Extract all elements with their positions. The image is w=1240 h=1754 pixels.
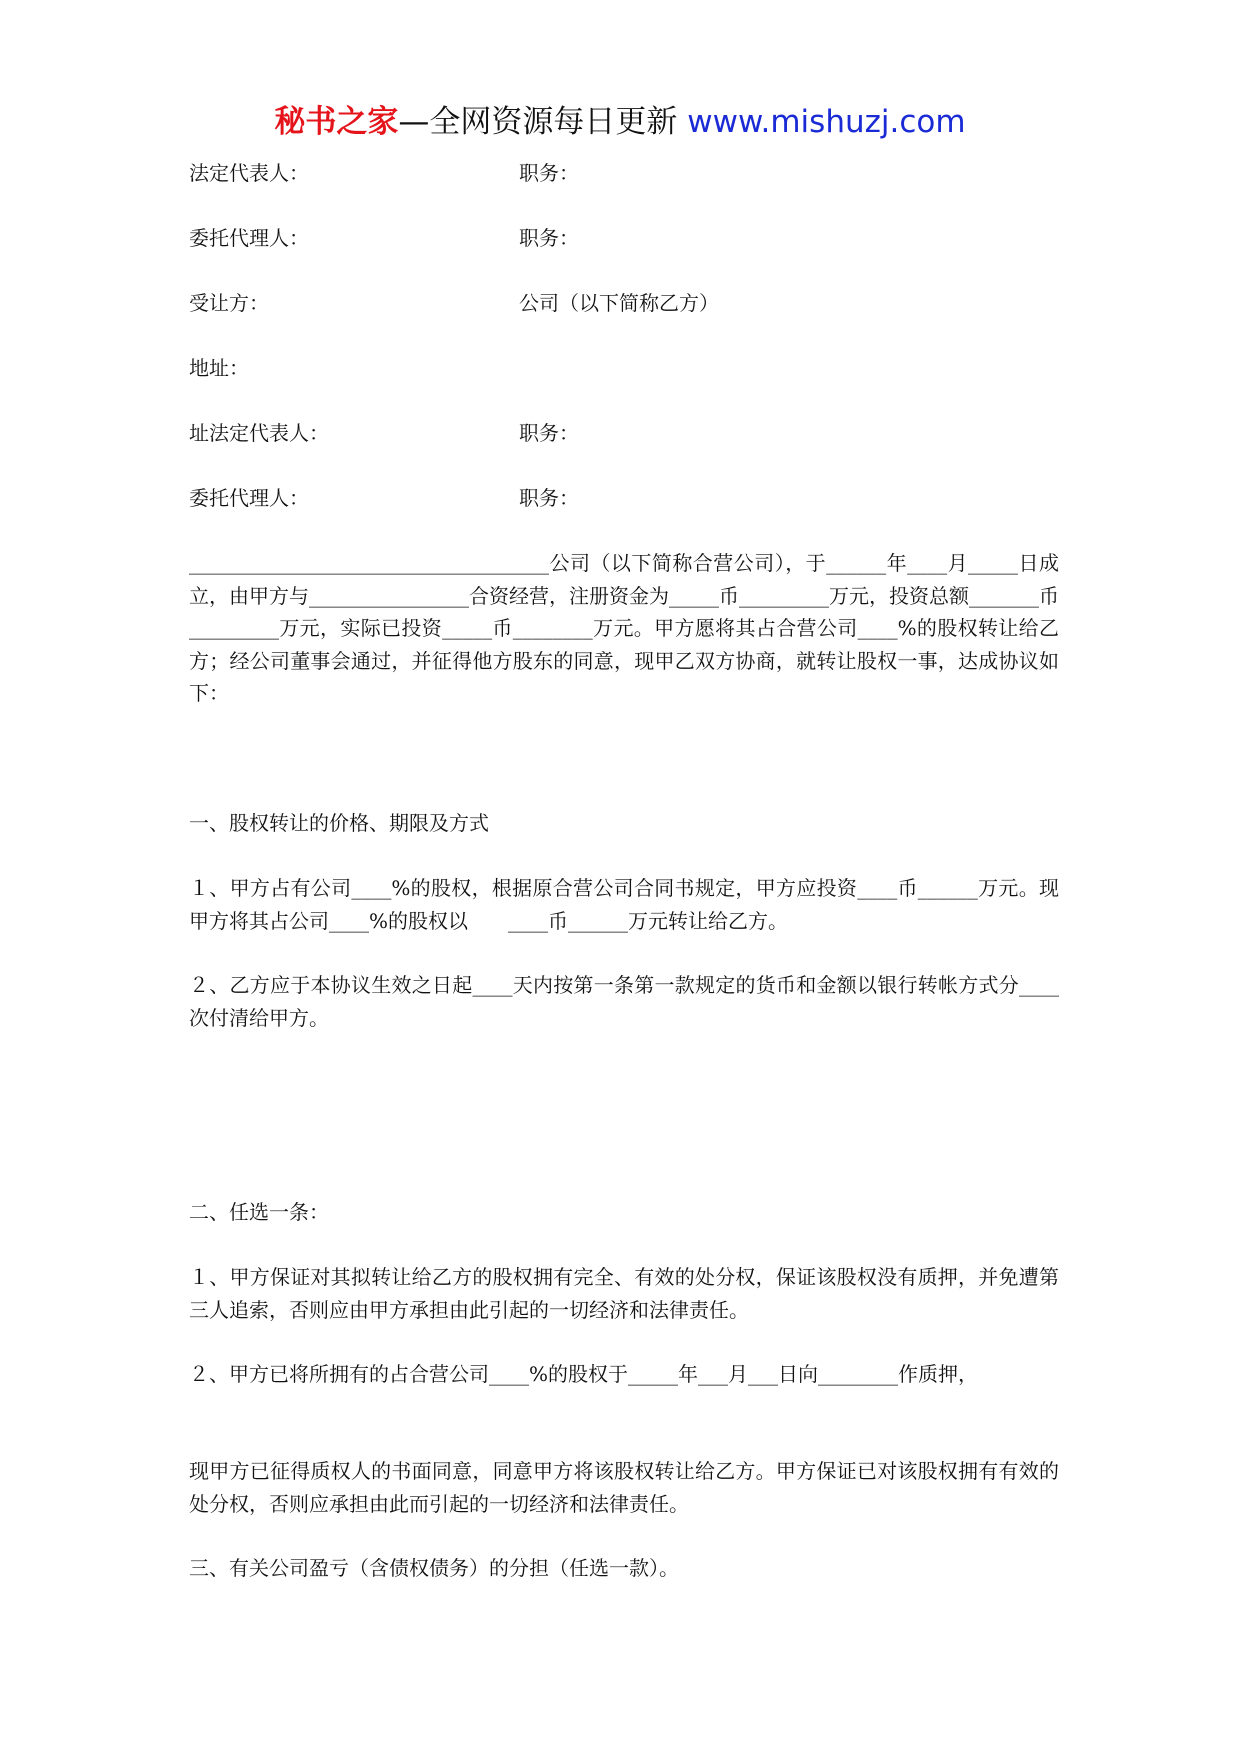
intro-paragraph: ____________________________________公司（以下简称合营公司），于______年____月_____日成立，由甲方与________________合资经营，注册资金为_____币_________万元，投资总额_______币_________万元，实际已投资_____币________万元。甲方愿将其占合营公司____%的股权转让给乙方；经公司董事会通过，并征得他方股东的同意，现甲乙双方协商，就转让股权一事，达成协议如下：: [189, 551, 1059, 705]
party-company: 公司（以下简称乙方）: [519, 291, 719, 315]
section-2-title: 二、任选一条：: [189, 1200, 329, 1224]
party-row-address: [189, 352, 249, 384]
party-row-legal-rep: [189, 157, 579, 189]
section-1-title: 一、股权转让的价格、期限及方式: [189, 811, 489, 835]
party-row-agent: [189, 222, 579, 254]
party-position: 职务：: [519, 421, 579, 445]
party-row-transferee: [189, 287, 719, 319]
party-label: 址法定代表人：: [189, 421, 329, 445]
party-position: 职务：: [519, 486, 579, 510]
party-label: 受让方：: [189, 291, 269, 315]
party-label: 地址：: [189, 356, 249, 380]
section-2-item-2: ２、甲方已将所拥有的占合营公司____%的股权于_____年___月___日向________作质押，: [189, 1362, 979, 1386]
brand-name: 秘书之家: [274, 104, 399, 140]
section-2-item-1: １、甲方保证对其拟转让给乙方的股权拥有完全、有效的处分权，保证该股权没有质押，并免遭第三人追索，否则应由甲方承担由此引起的一切经济和法律责任。: [189, 1265, 1059, 1322]
section-1-item-2: ２、乙方应于本协议生效之日起____天内按第一条第一款规定的货币和金额以银行转帐方式分____次付清给甲方。: [189, 973, 1059, 1030]
party-label: 委托代理人：: [189, 486, 309, 510]
site-header: [0, 102, 1240, 142]
section-1-item-1: １、甲方占有公司____%的股权，根据原合营公司合同书规定，甲方应投资____币______万元。现甲方将其占公司____%的股权以 ____币______万元转让给乙方。: [189, 876, 1059, 933]
section-2-item-2-continued: 现甲方已征得质权人的书面同意，同意甲方将该股权转让给乙方。甲方保证已对该股权拥有有效的处分权，否则应承担由此而引起的一切经济和法律责任。: [189, 1459, 1059, 1516]
party-row-legal-rep-2: [189, 417, 579, 449]
party-row-agent-2: [189, 482, 579, 514]
site-url[interactable]: www.mishuzj.com: [687, 104, 966, 140]
header-tagline: —全网资源每日更新: [398, 104, 688, 140]
section-3-title: 三、有关公司盈亏（含债权债务）的分担（任选一款）。: [189, 1556, 679, 1580]
party-position: 职务：: [519, 226, 579, 250]
party-label: 委托代理人：: [189, 226, 309, 250]
party-position: 职务：: [519, 161, 579, 185]
party-label: 法定代表人：: [189, 161, 309, 185]
